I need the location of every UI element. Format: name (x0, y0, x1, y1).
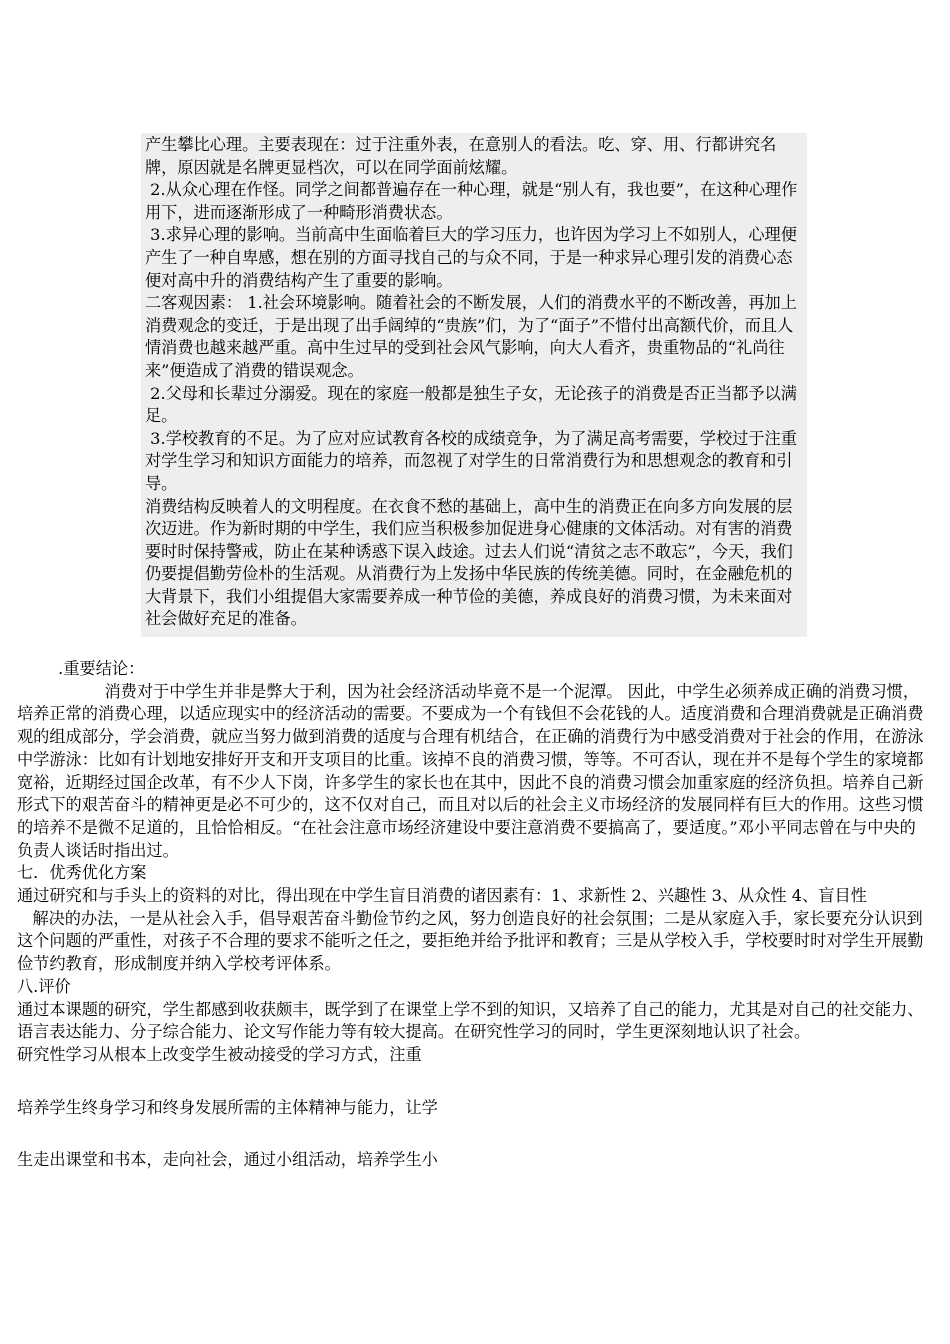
section-8-line-2: 培养学生终身学习和终身发展所需的主体精神与能力，让学 (17, 1097, 438, 1117)
blank-line (17, 1119, 927, 1149)
section-8-line-1: 研究性学习从根本上改变学生被动接受的学习方式，注重 (17, 1044, 422, 1064)
main-body (17, 658, 927, 1172)
paragraph-comparison-psychology: 产生攀比心理。主要表现在：过于注重外表，在意别人的看法。吃、穿、用、行都讲究名牌，原因就是名牌更显档次，可以在同学面前炫耀。 (145, 135, 777, 177)
blank-line (17, 1067, 927, 1097)
section-8-line-3: 生走出课堂和书本，走向社会，通过小组活动，培养学生小 (17, 1150, 438, 1170)
paragraph-school-education: 3.学校教育的不足。为了应对应试教育各校的成绩竞争，为了满足高考需要，学校过于注重对学生学习和知识方面能力的培养，而忽视了对学生的日常消费行为和思想观念的教育和引导。 (145, 428, 797, 493)
section-8-evaluation-paragraph: 通过本课题的研究，学生都感到收获颇丰，既学到了在课堂上学不到的知识，又培养了自己的能力，尤其是对自己的社交能力、语言表达能力、分子综合能力、论文写作能力等有较大提高。在研究性学习的同时，学生更深刻地认识了社会。 (17, 999, 924, 1042)
shaded-paragraphs (145, 134, 805, 631)
section-7-solutions-paragraph: 解决的办法，一是从社会入手，倡导艰苦奋斗勤俭节约之风，努力创造良好的社会氛围；二是从家庭入手，家长要充分认识到这个问题的严重性，对孩子不合理的要求不能听之任之，要拒绝并给予批评和教育；三是从学校入手，学校要时时对学生开展勤俭节约教育，形成制度并纳入学校考评体系。 (17, 908, 924, 974)
paragraph-difference-psychology: 3.求异心理的影响。当前高中生面临着巨大的学习压力，也许因为学习上不如别人，心理便产生了一种自卑感，想在别的方面寻找自己的与众不同，于是一种求异心理引发的消费心态便对高中升的消费结构产生了重要的影响。 (145, 225, 797, 290)
section-7-factors-paragraph: 通过研究和与手头上的资料的对比，得出现在中学生盲目消费的诸因素有：1、求新性 2、兴趣性 3、从众性 4、盲目性 (17, 886, 867, 906)
paragraph-social-environment: 二客观因素： 1.社会环境影响。随着社会的不断发展，人们的消费水平的不断改善，再加上消费观念的变迁，于是出现了出手阔绰的“贵族”们，为了“面子”不惜付出高额代价，而且人情消费也越来越严重。高中生过早的受到社会风气影响，向大人看齐，贵重物品的“礼尚往来”便造成了消费的错误观念。 (145, 293, 797, 380)
paragraph-parental-indulgence: 2.父母和长辈过分溺爱。现在的家庭一般都是独生子女，无论孩子的消费是否正当都予以满足。 (145, 383, 797, 426)
paragraph-conformity-psychology: 2.从众心理在作怪。同学之间都普遍存在一种心理，就是“别人有，我也要”，在这种心理作用下，进而逐渐形成了一种畸形消费状态。 (145, 180, 798, 222)
conclusion-heading: .重要结论： (17, 659, 145, 678)
conclusion-paragraph: 消费对于中学生并非是弊大于利，因为社会经济活动毕竟不是一个泥潭。 因此，中学生必须养成正确的消费习惯，培养正常的消费心理，以适应现实中的经济活动的需要。不要成为一个有钱但不会花钱的人。适度消费和合理消费就是正确消费观的组成部分，学会消费，就应当努力做到消费的适度与合理有机结合，在正确的消费行为中感受消费对于社会的作用，在游泳中学游泳：比如有计划地安排好开支和开支项目的比重。该掉不良的消费习惯，等等。不可否认，现在并不是每个学生的家境都宽裕，近期经过国企改革，有不少人下岗，许多学生的家长也在其中，因此不良的消费习惯会加重家庭的经济负担。培养自己新形式下的艰苦奋斗的精神更是必不可少的，这不仅对自己，而且对以后的社会主义市场经济的发展同样有巨大的作用。这些习惯的培养不是微不足道的，且恰恰相反。“在社会注意市场经济建设中要注意消费不要搞高了，要适度。”邓小平同志曾在与中央的负责人谈话时指出过。 (17, 681, 924, 860)
section-7-heading: 七．优秀优化方案 (17, 863, 147, 883)
paragraph-consumption-structure: 消费结构反映着人的文明程度。在衣食不愁的基础上，高中生的消费正在向多方向发展的层次迈进。作为新时期的中学生，我们应当积极参加促进身心健康的文体活动。对有害的消费要时时保持警戒，防止在某种诱惑下误入歧途。过去人们说“清贫之志不敢忘”，今天，我们仍要提倡勤劳俭朴的生活观。从消费行为上发扬中华民族的传统美德。同时，在金融危机的大背景下，我们小组提倡大家需要养成一种节俭的美德，养成良好的消费习惯，为未来面对社会做好充足的准备。 (145, 496, 793, 629)
section-8-heading: 八.评价 (17, 976, 71, 996)
